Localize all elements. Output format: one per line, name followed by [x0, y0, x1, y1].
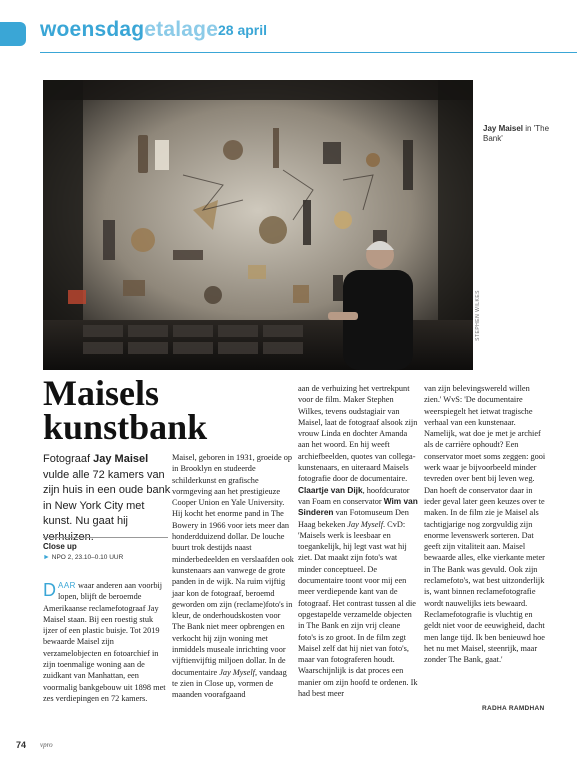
feature-photo	[43, 80, 473, 370]
section-date: 28 april	[218, 22, 268, 38]
article-intro: Fotograaf Jay Maisel vulde alle 72 kamers van zijn huis in een oude bank in New York City met kunst. Nu gaat hij verhuizen.	[43, 453, 171, 543]
section-title: woensdagetalage	[40, 18, 219, 41]
magazine-name: vpro	[40, 741, 53, 749]
photo-credit: STEPHEN WILKES	[475, 290, 481, 341]
listing-label: Close up	[43, 542, 77, 551]
drop-cap: D	[43, 580, 56, 600]
listing-schedule: ► NPO 2, 23.10–0.10 UUR	[43, 554, 124, 561]
article-column-2: Maisel, geboren in 1931, groeide op in Brooklyn en studeerde schilderkunst en grafische vormgeving aan het prestigieuze Cooper Union en Yale University. Hij kocht het enorme pand in The Bowery in 1966 voor iets meer dan honderdduizend dollar. De louche buurt trok destijds naast minderbedeelden en verslaafden ook kunstenaars aan vanwege de grote panden in de wijk. Na ruim vijftig jaar kon de fotograaf, beroemd geworden om zijn (reclame)foto's in kleur, de onderhoudskosten voor The Bank niet meer opbrengen en verkocht hij zijn woning met inmiddels museale inrichting voor vijftienvijftig miljoen dollar. In de documentaire Jay Myself, vandaag te zien in Close up, vormen de maanden voorafgaand	[172, 453, 294, 700]
article-title: Maisels kunstbank	[43, 373, 208, 447]
section-header	[0, 12, 577, 52]
page-number: 74	[16, 740, 27, 750]
article-column-1: DAAR waar anderen aan voorbij lopen, blijft de beroemde Amerikaanse reclamefotograaf Jay Maisel staan. Bij een roestig stuk ijzer of een plastic buisje. Tot 2019 bewaarde Maisel zijn verzamelobjecten en fotoarchief in zijn toenmalige woning aan de zuidkant van Manhattan, een voormalig bankgebouw uit 1898 met zes verdiepingen en 72 kamers.	[43, 580, 166, 703]
photo-caption: Jay Maisel in 'The Bank'	[483, 124, 550, 143]
header-tab-marker	[0, 22, 26, 46]
tv-listing	[43, 537, 168, 561]
article-column-4: van zijn belevingswereld willen zien.' WvS: 'De documentaire weerspiegelt het ietwat tragische verhaal van een kunstenaar. Namelijk, wat doe je met je archief als de carrière ophoudt? Een conservator moet soms zeggen: gooi werk waar je bijvoorbeeld minder tevreden over bent bij leven weg. Dan hoeft de conservator daar in ieder geval later geen keuzes over te maken. In de film zie je Maisel als tachtigjarige nog zorgvuldig zijn enorme levenswerk sorteren. Dat geeft zijn vitaliteit aan. Maisel bewaarde alles, elke vierkante meter in The Bank was gevuld. Ook zijn reclamefoto's, wat best uitzonderlijk is, want binnen reclamefotografie wordt nauwelijks iets bewaard. Reclamefotografie is vluchtig en geldt niet voor de eeuwigheid, dacht men lange tijd. Ik ben benieuwd hoe het nu met Maisel, steenrijk, maar zonder The Bank, gaat.'	[424, 384, 546, 665]
play-arrow-icon: ►	[43, 554, 50, 561]
author-byline: RADHA RAMDHAN	[482, 705, 545, 712]
article-column-3: aan de verhuizing het vertrekpunt voor de film. Maker Stephen Wilkes, tevens oudstagiair van Maisel, laat de fotograaf alsook zijn vrouw Linda en dochter Amanda aan het woord. En hij weeft archiefbeelden, quotes van collega-kunstenaars, en uiteraard Maisels fotografie door de documentaire. Claartje van Dijk, hoofdcurator van Foam en conservator Wim van Sinderen van Fotomuseum Den Haag bekeken Jay Myself. CvD: 'Maisels werk is leesbaar en toegankelijk, hij legt vast wat hij ziet. Dat maakt zijn foto's wat minder conceptueel. De documentaire toont voor mij een meer verdiepende kant van de fotograaf. Het contrast tussen al die opgestapelde verzamelde objecten in The Bank en zijn vrij cleane foto's is zo groot. In de film zegt Maisel zelf dat hij niet van foto's, maar van fotograferen houdt. Waarschijnlijk is dat proces een manier om zijn hoofd te ordenen. Ik had best meer	[298, 384, 418, 699]
header-divider	[40, 52, 577, 53]
